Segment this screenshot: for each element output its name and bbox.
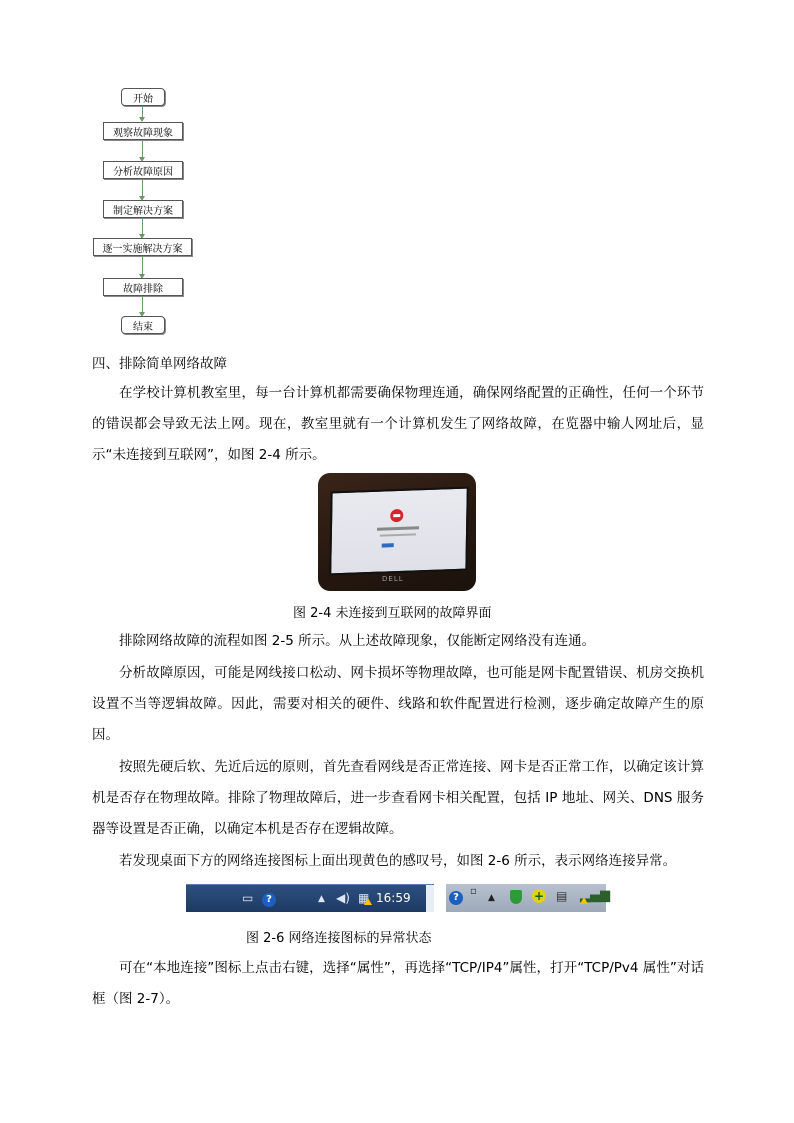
flow-node-implement: 逐一实施解决方案 <box>93 238 192 256</box>
paragraph-1: 在学校计算机教室里，每一台计算机都需要确保物理连通，确保网络配置的正确性，任何一个环节的错误都会导致无法上网。现在，教室里就有一个计算机发生了网络故障，在览器中输人网址后，显示“未连接到互联网”，如图 2-4 所示。 <box>92 385 704 463</box>
no-internet-photo: DELL <box>318 473 476 591</box>
help-icon: ? <box>262 891 276 907</box>
paragraph-5: 若发现桌面下方的网络连接图标上面出现黄色的感叹号，如图 2-6 所示，表示网络连接异常。 <box>119 853 677 869</box>
flow-node-analyze: 分析故障原因 <box>103 161 183 179</box>
clock: 16:59 <box>376 891 411 905</box>
shield-icon <box>510 890 522 907</box>
chevron-up-icon: ▲ <box>488 893 495 903</box>
clipboard-icon: ▤ <box>556 889 568 903</box>
chevron-up-icon: ▲ <box>318 894 325 904</box>
battery-icon: ▭ <box>242 891 254 905</box>
paragraph-2: 排除网络故障的流程如图 2-5 所示。从上述故障现象，仅能断定网络没有连通。 <box>119 633 596 649</box>
flow-node-plan: 制定解决方案 <box>103 200 183 218</box>
figure-2-6-caption: 图 2-6 网络连接图标的异常状态 <box>246 931 432 946</box>
network-warning-icon: ▦ <box>358 891 369 905</box>
show-desktop-icon: ▫ <box>470 886 477 897</box>
signal-bars-icon: ▂▄▆ <box>580 888 610 903</box>
paragraph-3: 分析故障原因，可能是网线接口松动、网卡损坏等物理故障，也可能是网卡配置错误、机房交换机设置不当等逻辑故障。因此，需要对相关的硬件、线路和软件配置进行检测，逐步确定故障产生的原因。 <box>92 665 704 743</box>
stop-icon <box>390 509 403 522</box>
volume-icon: ◀) <box>336 891 350 905</box>
flow-node-observe: 观察故障现象 <box>103 122 183 140</box>
help-icon: ? <box>449 889 463 905</box>
figure-2-4-caption: 图 2-4 未连接到互联网的故障界面 <box>293 606 492 621</box>
paragraph-6: 可在“本地连接”图标上点击右键，选择“属性”，再选择“TCP/IP4”属性，打开“TCP/Pv4 属性”对话框（图 2-7）。 <box>92 960 704 1007</box>
paragraph-4: 按照先硬后软、先近后远的原则，首先查看网线是否正常连接、网卡是否正常工作，以确定该计算机是否存在物理故障。排除了物理故障后，进一步查看网卡相关配置，包括 IP 地址、网关、DNS 服务器等设置是否正确，以确定本机是否存在逻辑故障。 <box>92 759 704 837</box>
flow-node-start: 开始 <box>121 88 165 106</box>
flow-node-resolved: 故障排除 <box>103 278 183 296</box>
flow-node-end: 结束 <box>121 316 165 334</box>
tray-screenshot <box>446 884 610 912</box>
taskbar-screenshot <box>186 884 434 912</box>
plus-icon: + <box>533 889 545 903</box>
section-title: 四、排除简单网络故障 <box>92 356 227 372</box>
